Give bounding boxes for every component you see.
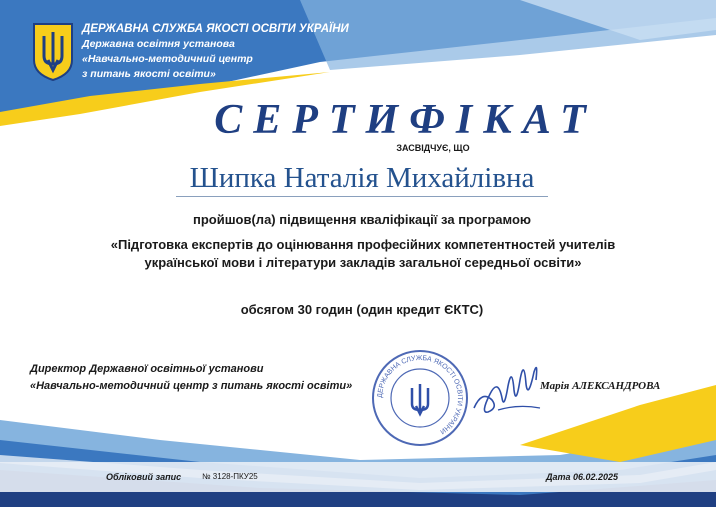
seal-text: ДЕРЖАВНА СЛУЖБА ЯКОСТІ ОСВІТИ УКРАЇНИ bbox=[376, 354, 464, 435]
program-line-2: української мови і літератури закладів загальної середньої освіти» bbox=[144, 255, 582, 270]
signer-name: Марія АЛЕКСАНДРОВА bbox=[540, 380, 661, 392]
issue-date: Дата 06.02.2025 bbox=[546, 472, 619, 482]
organization-subtitle-2: «Навчально-методичний центр bbox=[82, 53, 253, 65]
director-line-2: «Навчально-методичний центр з питань якості освіти» bbox=[30, 380, 353, 392]
trident-icon bbox=[30, 20, 76, 82]
program-line-1: «Підготовка експертів до оцінювання професійних компетентностей учителів bbox=[110, 237, 616, 252]
program-title bbox=[48, 236, 678, 272]
trident-icon bbox=[412, 384, 428, 414]
name-underline bbox=[176, 196, 548, 197]
official-seal bbox=[370, 348, 470, 448]
certificate-title: СЕРТИФІКАТ bbox=[214, 97, 597, 143]
director-title bbox=[30, 361, 352, 395]
certifies-text: ЗАСВІДЧУЄ, ЩО bbox=[396, 143, 470, 153]
header-organization bbox=[82, 22, 349, 82]
recipient-name: Шипка Наталія Михайлівна bbox=[189, 162, 535, 194]
organization-subtitle-3: з питань якості освіти» bbox=[82, 68, 216, 80]
volume-text: обсягом 30 годин (один кредит ЄКТС) bbox=[240, 302, 484, 317]
organization-name: ДЕРЖАВНА СЛУЖБА ЯКОСТІ ОСВІТИ УКРАЇНИ bbox=[82, 23, 349, 35]
organization-subtitle-1: Державна освітня установа bbox=[82, 38, 235, 50]
record-label: Обліковий запис bbox=[106, 472, 182, 482]
signature bbox=[468, 350, 548, 428]
director-line-1: Директор Державної освітньої установи bbox=[30, 363, 264, 375]
record-number: № 3128-ПКУ25 bbox=[202, 472, 258, 481]
passed-text: пройшов(ла) підвищення кваліфікації за програмою bbox=[192, 212, 531, 227]
